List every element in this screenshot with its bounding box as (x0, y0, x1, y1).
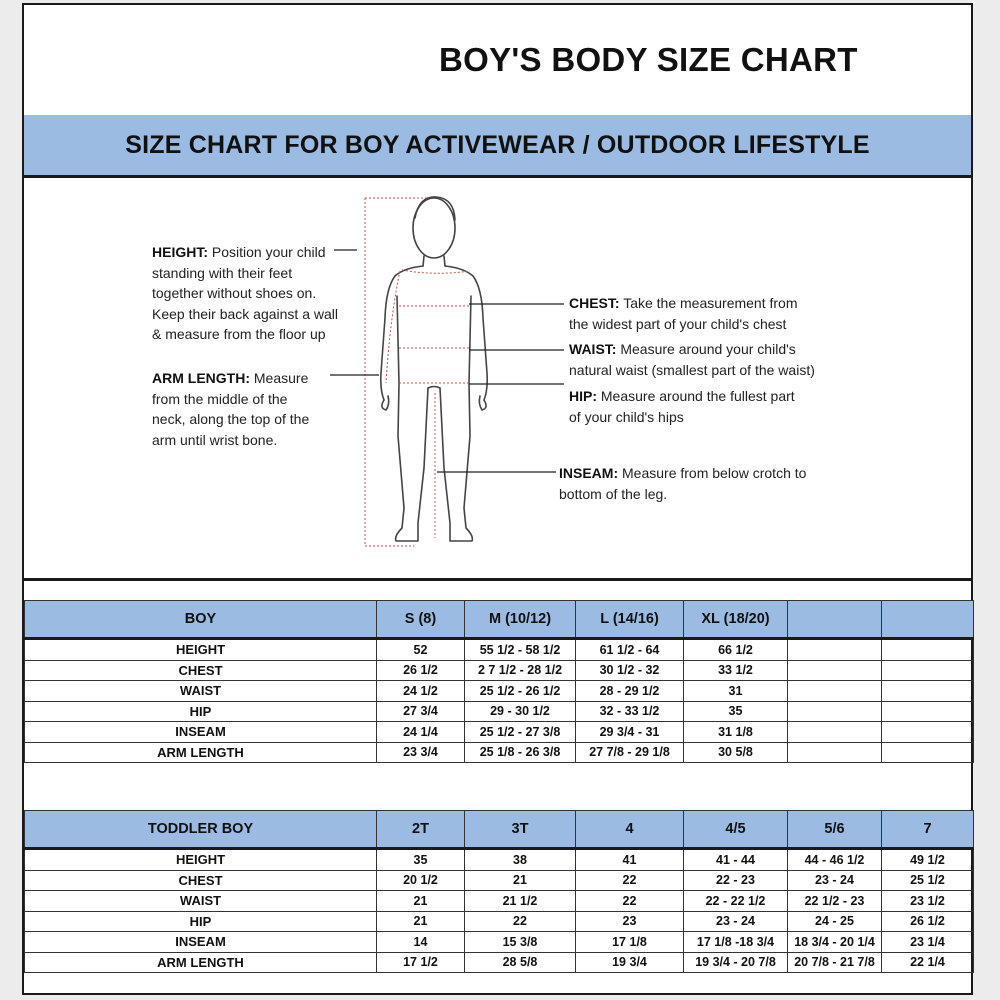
arm-length-note-label: ARM LENGTH: (152, 370, 250, 386)
boy-table-cell: 24 1/2 (377, 681, 465, 702)
toddler-table-row (25, 932, 974, 953)
boy-table-cell: 25 1/8 - 26 3/8 (465, 742, 576, 763)
boy-table-row (25, 742, 974, 763)
height-note-line: together without shoes on. (152, 285, 317, 301)
divider (24, 578, 971, 581)
toddler-table-cell: 17 1/8 -18 3/4 (684, 932, 788, 953)
inseam-note-line: Measure from below crotch to (618, 465, 807, 481)
arm-length-note-line: Measure (250, 370, 309, 386)
boy-table-cell: 28 - 29 1/2 (576, 681, 684, 702)
toddler-table-cell: 23 1/4 (882, 932, 974, 953)
boy-table-cell (882, 701, 974, 722)
boy-row-label: HIP (25, 701, 377, 722)
boy-header-row (25, 601, 974, 639)
toddler-table-cell: 38 (465, 849, 576, 871)
subtitle-bar (24, 115, 971, 178)
title-bar (24, 5, 971, 118)
boy-table-cell: 24 1/4 (377, 722, 465, 743)
toddler-table-cell: 19 3/4 (576, 952, 684, 973)
toddler-table-row (25, 870, 974, 891)
toddler-table-cell: 49 1/2 (882, 849, 974, 871)
chest-note-line: Take the measurement from (619, 295, 798, 311)
toddler-table-cell: 44 - 46 1/2 (788, 849, 882, 871)
page-title: BOY'S BODY SIZE CHART (439, 41, 858, 78)
toddler-row-label: INSEAM (25, 932, 377, 953)
toddler-table-cell: 21 1/2 (465, 891, 576, 912)
hip-note-line: Measure around the fullest part (597, 388, 795, 404)
boy-table-cell: 2 7 1/2 - 28 1/2 (465, 660, 576, 681)
toddler-table-cell: 35 (377, 849, 465, 871)
toddler-table-cell: 21 (465, 870, 576, 891)
toddler-table-cell: 23 1/2 (882, 891, 974, 912)
boy-table-cell (788, 701, 882, 722)
boy-row-label: INSEAM (25, 722, 377, 743)
arm-length-note-line: arm until wrist bone. (152, 431, 278, 448)
boy-header-cell: BOY (25, 601, 377, 639)
toddler-table-cell: 14 (377, 932, 465, 953)
toddler-table-cell: 24 - 25 (788, 911, 882, 932)
boy-table-cell: 33 1/2 (684, 660, 788, 681)
height-note-line: Keep their back against a wall (152, 305, 338, 322)
boy-table-cell: 31 (684, 681, 788, 702)
inseam-note-label: INSEAM: (559, 465, 619, 481)
boy-header-cell (882, 601, 974, 639)
toddler-table-cell: 22 (576, 870, 684, 891)
toddler-table-row (25, 952, 974, 973)
toddler-table-row (25, 891, 974, 912)
boy-table-cell: 27 7/8 - 29 1/8 (576, 742, 684, 763)
toddler-row-label: HIP (25, 911, 377, 932)
boy-table-cell: 30 5/8 (684, 742, 788, 763)
measurement-diagram (24, 178, 971, 578)
boy-table-cell (882, 639, 974, 661)
boy-table-cell (882, 681, 974, 702)
waist-note-line: natural waist (smallest part of the waist) (569, 361, 815, 378)
toddler-header-cell: 4 (576, 811, 684, 849)
toddler-table-row (25, 849, 974, 871)
toddler-header-cell: TODDLER BOY (25, 811, 377, 849)
boy-header-cell: M (10/12) (465, 601, 576, 639)
toddler-row-label: HEIGHT (25, 849, 377, 871)
toddler-row-label: ARM LENGTH (25, 952, 377, 973)
toddler-table-cell: 41 - 44 (684, 849, 788, 871)
boy-row-label: HEIGHT (25, 639, 377, 661)
boy-table-cell (788, 660, 882, 681)
toddler-table-cell: 21 (377, 911, 465, 932)
child-figure-illustration (24, 178, 973, 578)
toddler-header-cell: 7 (882, 811, 974, 849)
toddler-table-cell: 22 1/2 - 23 (788, 891, 882, 912)
toddler-table-cell: 21 (377, 891, 465, 912)
toddler-table-cell: 22 (576, 891, 684, 912)
boy-table-row (25, 701, 974, 722)
boy-size-table (24, 600, 974, 763)
boy-table-cell: 30 1/2 - 32 (576, 660, 684, 681)
toddler-row-label: WAIST (25, 891, 377, 912)
toddler-size-table (24, 810, 974, 973)
boy-table-cell: 55 1/2 - 58 1/2 (465, 639, 576, 661)
boy-header-cell (788, 601, 882, 639)
boy-table-cell: 66 1/2 (684, 639, 788, 661)
toddler-header-cell: 4/5 (684, 811, 788, 849)
toddler-header-cell: 3T (465, 811, 576, 849)
boy-table-cell (788, 722, 882, 743)
toddler-table-row (25, 911, 974, 932)
boy-table-cell: 29 - 30 1/2 (465, 701, 576, 722)
toddler-header-cell: 5/6 (788, 811, 882, 849)
arm-length-note-line: neck, along the top of the (152, 411, 310, 427)
boy-table-row (25, 639, 974, 661)
boy-table-cell: 61 1/2 - 64 (576, 639, 684, 661)
boy-table-cell: 32 - 33 1/2 (576, 701, 684, 722)
toddler-table-cell: 41 (576, 849, 684, 871)
toddler-table-cell: 20 1/2 (377, 870, 465, 891)
waist-note-label: WAIST: (569, 341, 617, 357)
boy-table-cell: 31 1/8 (684, 722, 788, 743)
toddler-table-cell: 20 7/8 - 21 7/8 (788, 952, 882, 973)
boy-row-label: CHEST (25, 660, 377, 681)
boy-table-row (25, 681, 974, 702)
arm-length-note-line: from the middle of the (152, 390, 288, 407)
toddler-row-label: CHEST (25, 870, 377, 891)
toddler-table-cell: 23 (576, 911, 684, 932)
toddler-table-cell: 23 - 24 (684, 911, 788, 932)
toddler-table-cell: 22 - 23 (684, 870, 788, 891)
size-chart-document (22, 3, 973, 995)
toddler-table-cell: 17 1/2 (377, 952, 465, 973)
inseam-note-line: bottom of the leg. (559, 485, 668, 502)
boy-table-cell (788, 681, 882, 702)
boy-table-row (25, 660, 974, 681)
child-figure-icon (381, 197, 487, 541)
boy-table-cell: 25 1/2 - 26 1/2 (465, 681, 576, 702)
boy-table-cell (788, 639, 882, 661)
boy-header-cell: L (14/16) (576, 601, 684, 639)
height-note-line: standing with their feet (152, 264, 293, 281)
boy-header-cell: S (8) (377, 601, 465, 639)
boy-row-label: WAIST (25, 681, 377, 702)
toddler-table-cell: 22 - 22 1/2 (684, 891, 788, 912)
toddler-table-cell: 28 5/8 (465, 952, 576, 973)
boy-table-cell: 25 1/2 - 27 3/8 (465, 722, 576, 743)
boy-header-cell: XL (18/20) (684, 601, 788, 639)
toddler-table-cell: 23 - 24 (788, 870, 882, 891)
height-note-line: & measure from the floor up (152, 326, 326, 342)
waist-note-line: Measure around your child's (616, 341, 796, 357)
boy-table-cell: 26 1/2 (377, 660, 465, 681)
hip-note-label: HIP: (569, 388, 597, 404)
chest-note-line: the widest part of your child's chest (569, 315, 787, 332)
boy-table-cell (882, 722, 974, 743)
toddler-table-cell: 18 3/4 - 20 1/4 (788, 932, 882, 953)
boy-table-cell: 35 (684, 701, 788, 722)
boy-table-cell: 27 3/4 (377, 701, 465, 722)
page-subtitle: SIZE CHART FOR BOY ACTIVEWEAR / OUTDOOR LIFESTYLE (125, 130, 870, 159)
boy-table-cell (788, 742, 882, 763)
boy-table-row (25, 722, 974, 743)
boy-table-cell: 29 3/4 - 31 (576, 722, 684, 743)
boy-table-cell (882, 660, 974, 681)
boy-table-cell: 23 3/4 (377, 742, 465, 763)
height-note-line: Position your child (208, 244, 326, 260)
toddler-table-cell: 22 1/4 (882, 952, 974, 973)
toddler-table-cell: 26 1/2 (882, 911, 974, 932)
toddler-table-cell: 25 1/2 (882, 870, 974, 891)
chest-note-label: CHEST: (569, 295, 620, 311)
toddler-table-cell: 17 1/8 (576, 932, 684, 953)
toddler-table-cell: 19 3/4 - 20 7/8 (684, 952, 788, 973)
boy-table-cell: 52 (377, 639, 465, 661)
height-note-label: HEIGHT: (152, 244, 208, 260)
toddler-table-cell: 22 (465, 911, 576, 932)
toddler-header-cell: 2T (377, 811, 465, 849)
toddler-table-cell: 15 3/8 (465, 932, 576, 953)
toddler-header-row (25, 811, 974, 849)
hip-note-line: of your child's hips (569, 408, 684, 425)
boy-row-label: ARM LENGTH (25, 742, 377, 763)
boy-table-cell (882, 742, 974, 763)
